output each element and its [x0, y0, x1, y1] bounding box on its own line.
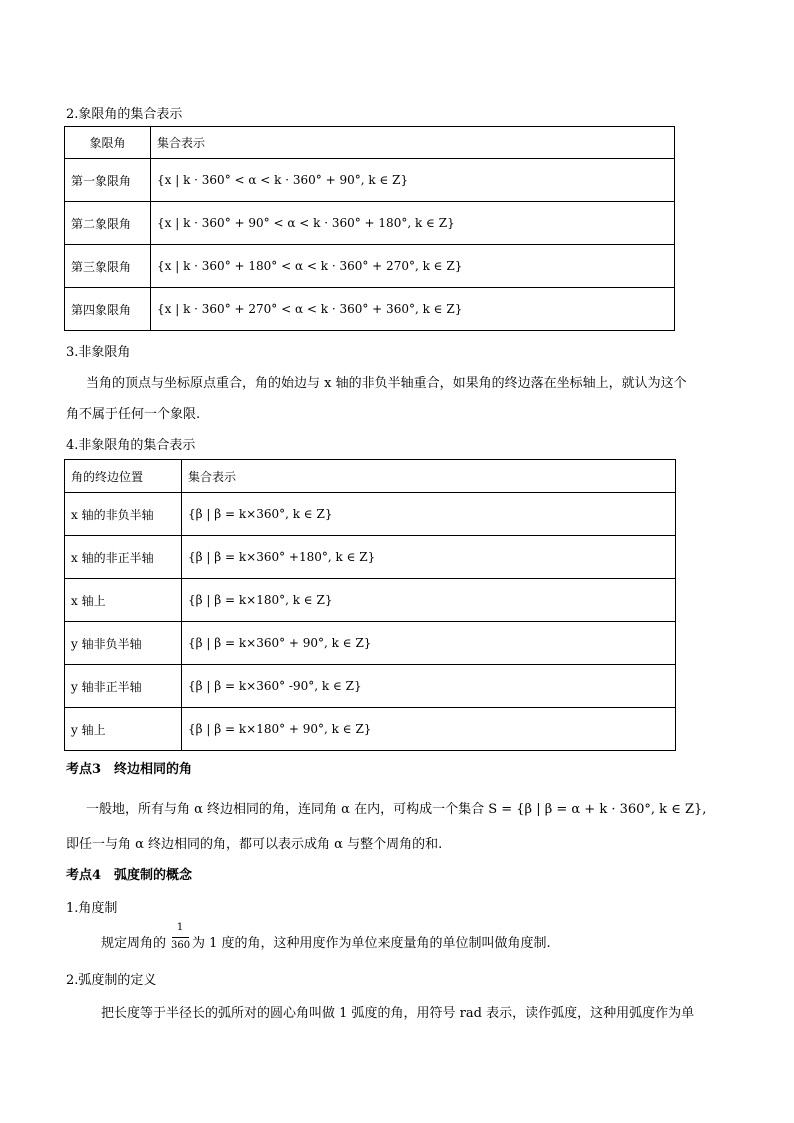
- table-row: [65, 202, 675, 245]
- kaodian4-sub2-text: 把长度等于半径长的弧所对的圆心角叫做 1 弧度的角，用符号 rad 表示，读作弧度，这种用弧度作为单: [101, 1006, 695, 1021]
- kaodian4-sub2-heading: 2.弧度制的定义: [66, 973, 157, 988]
- kaodian4-sub1-text-post: 为 1 度的角，这种用度作为单位来度量角的单位制叫做角度制.: [192, 936, 551, 951]
- header-cell: 集合表示: [182, 460, 676, 493]
- set-expression: {β | β = k×360° -90°, k ∈ Z}: [182, 665, 676, 708]
- header-cell: 角的终边位置: [65, 460, 182, 493]
- table-header-row: [65, 460, 676, 493]
- table-row: [65, 536, 676, 579]
- set-expression: {β | β = k×360°, k ∈ Z}: [182, 493, 676, 536]
- kaodian4-sub1-heading: 1.角度制: [66, 901, 118, 916]
- kaodian3-line2: 即任一与角 α 终边相同的角，都可以表示成角 α 与整个周角的和.: [66, 837, 443, 852]
- non-quadrant-angle-table: [64, 459, 676, 751]
- quadrant-angle-table: [64, 126, 675, 331]
- section3-heading: 3.非象限角: [66, 345, 131, 360]
- set-expression: {x | k · 360° < α < k · 360° + 90°, k ∈ Z}: [151, 159, 675, 202]
- row-label: x 轴的非正半轴: [65, 536, 182, 579]
- section2-heading: 2.象限角的集合表示: [66, 107, 183, 122]
- table-row: [65, 665, 676, 708]
- header-cell: 集合表示: [151, 127, 675, 159]
- table-row: [65, 708, 676, 751]
- row-label: y 轴非负半轴: [65, 622, 182, 665]
- set-expression: {x | k · 360° + 90° < α < k · 360° + 180°, k ∈ Z}: [151, 202, 675, 245]
- header-cell: 象限角: [65, 127, 151, 159]
- row-label: 第三象限角: [65, 245, 151, 288]
- table-row: [65, 159, 675, 202]
- set-expression: {β | β = k×360° + 90°, k ∈ Z}: [182, 622, 676, 665]
- kaodian3-line1: 一般地，所有与角 α 终边相同的角，连同角 α 在内，可构成一个集合 S = {β | β = α + k · 360°, k ∈ Z},: [86, 802, 707, 817]
- row-label: x 轴上: [65, 579, 182, 622]
- set-expression: {x | k · 360° + 180° < α < k · 360° + 270°, k ∈ Z}: [151, 245, 675, 288]
- set-expression: {β | β = k×360° +180°, k ∈ Z}: [182, 536, 676, 579]
- table-row: [65, 245, 675, 288]
- fraction-numerator: 1: [176, 922, 184, 933]
- fraction-denominator: 360: [171, 940, 191, 951]
- section3-paragraph-line1: 当角的顶点与坐标原点重合，角的始边与 x 轴的非负半轴重合，如果角的终边落在坐标轴上，就认为这个: [86, 376, 687, 391]
- row-label: x 轴的非负半轴: [65, 493, 182, 536]
- table-row: [65, 288, 675, 331]
- table-row: [65, 579, 676, 622]
- section3-paragraph-line2: 角不属于任何一个象限.: [66, 407, 201, 422]
- row-label: 第二象限角: [65, 202, 151, 245]
- set-expression: {x | k · 360° + 270° < α < k · 360° + 360°, k ∈ Z}: [151, 288, 675, 331]
- kaodian4-sub1-text-pre: 规定周角的: [101, 936, 167, 951]
- section4-heading: 4.非象限角的集合表示: [66, 438, 196, 453]
- set-expression: {β | β = k×180°, k ∈ Z}: [182, 579, 676, 622]
- row-label: y 轴非正半轴: [65, 665, 182, 708]
- table-row: [65, 493, 676, 536]
- row-label: 第四象限角: [65, 288, 151, 331]
- kaodian4-title: 考点4 弧度制的概念: [66, 868, 193, 883]
- table-row: [65, 622, 676, 665]
- row-label: 第一象限角: [65, 159, 151, 202]
- table-header-row: [65, 127, 675, 159]
- kaodian3-title: 考点3 终边相同的角: [66, 762, 193, 777]
- row-label: y 轴上: [65, 708, 182, 751]
- fraction-bar: [172, 937, 189, 938]
- set-expression: {β | β = k×180° + 90°, k ∈ Z}: [182, 708, 676, 751]
